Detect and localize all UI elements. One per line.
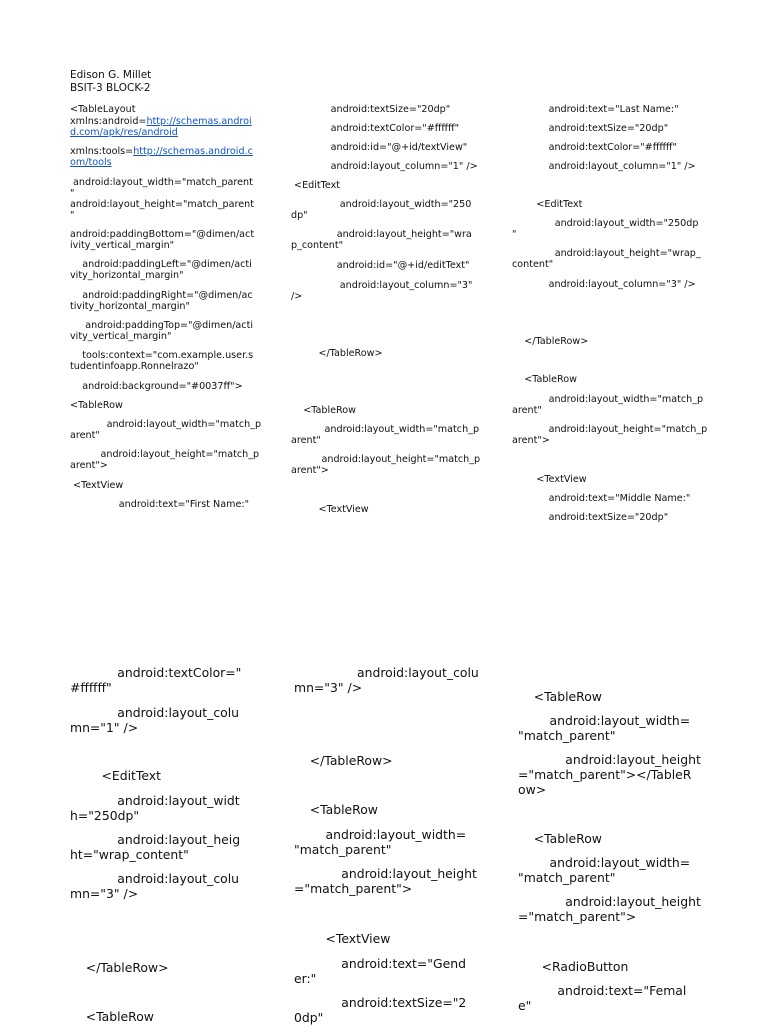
code-text: "match_parent" (518, 870, 616, 885)
schema-link[interactable]: d.com/apk/res/android (70, 127, 178, 138)
code-text: android:text="Last Name:" (512, 104, 679, 115)
code-line (70, 419, 261, 431)
code-text: android:layout_width= (518, 713, 691, 728)
code-line (291, 240, 343, 252)
code-line (70, 320, 253, 332)
code-text: arent"> (70, 460, 108, 471)
code-line (512, 474, 587, 486)
code-line (70, 847, 189, 863)
code-text: android:layout_height="wrap_ (512, 248, 701, 259)
code-text: arent" (70, 430, 100, 441)
code-line (70, 210, 74, 222)
code-text: "match_parent" (518, 728, 616, 743)
schema-link[interactable]: http://schemas.androi (146, 116, 252, 127)
code-text: android:text="Gend (294, 956, 466, 971)
code-line (294, 956, 466, 972)
code-line (294, 827, 466, 843)
code-text: " (512, 229, 517, 240)
code-line (512, 336, 588, 348)
code-line (294, 881, 412, 897)
code-line (512, 259, 553, 271)
code-text: "match_parent" (294, 842, 392, 857)
code-text: h="250dp" (70, 808, 140, 823)
code-text: ="match_parent"> (294, 881, 413, 896)
code-line (70, 188, 74, 200)
code-text: content" (512, 259, 554, 270)
code-text: p_content" (291, 240, 344, 251)
code-text: ow> (518, 782, 547, 797)
code-line (294, 680, 362, 696)
code-line (70, 350, 253, 362)
code-line (70, 229, 254, 241)
code-text: android:layout_height="match_p (291, 454, 481, 465)
code-line (70, 808, 139, 824)
code-text: android:layout_width="match_p (291, 424, 480, 435)
code-line (518, 959, 628, 975)
code-text: /> (291, 291, 303, 302)
code-line (512, 424, 707, 436)
code-text: android:layout_heig (70, 832, 241, 847)
code-text: vity_horizontal_margin" (70, 270, 184, 281)
code-line (518, 998, 531, 1014)
code-text: android:layout_width= (294, 827, 467, 842)
code-line (70, 793, 240, 809)
code-line (291, 291, 302, 303)
code-text: <TextView (512, 474, 587, 485)
code-line (291, 405, 356, 417)
code-line (70, 199, 254, 211)
code-line (291, 199, 471, 211)
code-line (294, 802, 378, 818)
code-line (70, 449, 259, 461)
author-name: Edison G. Millet (70, 69, 152, 81)
code-text: <TextView (291, 504, 369, 515)
code-text: android:paddingBottom="@dimen/act (70, 229, 255, 240)
code-line (291, 435, 321, 447)
code-text: android:layout_column="1" /> (512, 161, 696, 172)
code-line (518, 894, 701, 910)
code-text: android:layout_column="3" (291, 280, 473, 291)
code-line (291, 454, 480, 466)
code-line (512, 374, 577, 386)
code-text: </TableRow> (294, 753, 393, 768)
code-line (512, 512, 668, 524)
code-line (512, 199, 582, 211)
code-text: android:layout_width= (518, 855, 691, 870)
code-line (70, 177, 253, 189)
code-text: android:text="Femal (518, 983, 687, 998)
code-line (291, 424, 479, 436)
code-text: arent" (291, 435, 321, 446)
code-line (70, 301, 190, 313)
code-line (294, 753, 393, 769)
code-line (70, 381, 243, 393)
code-text: <RadioButton (518, 959, 629, 974)
code-text: tudentinfoapp.Ronnelrazo" (70, 361, 199, 372)
code-line (70, 361, 199, 373)
code-line (70, 480, 123, 492)
code-line (70, 104, 135, 116)
code-text: er:" (294, 971, 317, 986)
code-line (518, 752, 701, 768)
code-text: android:layout_height="match_p (70, 449, 260, 460)
code-line (291, 123, 459, 135)
code-text: 0dp" (294, 1010, 324, 1025)
code-text: android:text="Middle Name:" (512, 493, 691, 504)
code-text: vity_vertical_margin" (70, 331, 172, 342)
code-line (291, 180, 340, 192)
code-text: android:layout_width="250 (291, 199, 472, 210)
code-line (70, 886, 138, 902)
code-text: ="match_parent"></TableR (518, 767, 692, 782)
code-line (294, 931, 390, 947)
code-text: ht="wrap_content" (70, 847, 189, 862)
code-text: <EditText (70, 768, 161, 783)
code-line (512, 104, 679, 116)
code-line (512, 142, 677, 154)
code-text: <TableRow (70, 400, 123, 411)
code-line (518, 870, 615, 886)
code-text: <TableRow (512, 374, 577, 385)
code-text: <TableLayout (70, 104, 136, 115)
code-text: " (70, 188, 75, 199)
code-line (512, 123, 668, 135)
code-line (291, 104, 450, 116)
code-text: android:paddingTop="@dimen/acti (70, 320, 254, 331)
code-line (512, 493, 690, 505)
code-text: mn="3" /> (70, 886, 139, 901)
code-line (518, 767, 691, 783)
code-line (294, 866, 477, 882)
code-text: android:layout_height="match_parent (70, 199, 254, 210)
code-line (518, 713, 690, 729)
code-line (291, 229, 472, 241)
code-line (518, 689, 602, 705)
code-line (512, 218, 698, 230)
code-line (294, 842, 391, 858)
code-line (512, 394, 703, 406)
code-text: android:layout_width="match_parent (70, 177, 253, 188)
code-line (291, 210, 308, 222)
code-line (70, 270, 183, 282)
code-text: <TableRow (291, 405, 356, 416)
code-line (70, 259, 252, 271)
code-text: <TableRow (70, 1009, 154, 1024)
code-text: </TableRow> (70, 960, 169, 975)
code-text: " (70, 210, 75, 221)
code-text: arent"> (291, 465, 329, 476)
code-line (291, 142, 467, 154)
code-line (291, 280, 472, 292)
code-line (70, 331, 171, 343)
code-line (70, 832, 240, 848)
code-text: android:textSize="20dp" (512, 512, 669, 523)
code-text: android:layout_width="match_p (512, 394, 704, 405)
code-text: </TableRow> (512, 336, 589, 347)
code-text: tivity_horizontal_margin" (70, 301, 190, 312)
code-line (70, 127, 178, 139)
code-text: <TextView (70, 480, 124, 491)
code-line (70, 871, 239, 887)
code-line (518, 983, 686, 999)
code-text: <EditText (291, 180, 341, 191)
code-text: android:layout_colu (294, 665, 479, 680)
code-line (70, 720, 138, 736)
code-line (70, 290, 253, 302)
code-text: android:textColor="#ffffff" (512, 142, 677, 153)
code-line (291, 465, 329, 477)
code-text: ivity_vertical_margin" (70, 240, 175, 251)
code-line (512, 248, 701, 260)
code-line (70, 499, 249, 511)
code-text: android:layout_column="3" /> (512, 279, 696, 290)
code-text: android:layout_colu (70, 871, 240, 886)
code-text: android:id="@+id/editText" (291, 260, 470, 271)
code-line (294, 665, 479, 681)
code-text: android:layout_height (518, 752, 701, 767)
code-text: android:layout_height="wra (291, 229, 472, 240)
class-section: BSIT-3 BLOCK-2 (70, 82, 151, 94)
code-line (291, 504, 369, 516)
code-line (70, 146, 253, 158)
code-line (294, 995, 466, 1011)
code-line (291, 260, 469, 272)
code-line (518, 782, 546, 798)
code-text: ="match_parent"> (518, 909, 637, 924)
code-line (70, 430, 100, 442)
code-text: <TextView (294, 931, 391, 946)
code-text: android:text="First Name:" (70, 499, 250, 510)
code-text: android:paddingLeft="@dimen/acti (70, 259, 252, 270)
code-text: android:layout_colu (70, 705, 240, 720)
code-text: mn="1" /> (70, 720, 139, 735)
code-text: tools:context="com.example.user.s (70, 350, 254, 361)
code-text: android:layout_width="250dp (512, 218, 699, 229)
code-line (518, 855, 690, 871)
code-text: </TableRow> (291, 348, 383, 359)
code-text: android:layout_height="match_p (512, 424, 708, 435)
code-text: e" (518, 998, 532, 1013)
code-text: android:layout_width="match_p (70, 419, 262, 430)
code-text: xmlns:android= (70, 116, 147, 127)
code-line (70, 768, 161, 784)
code-text: #ffffff" (70, 680, 112, 695)
code-line (512, 405, 542, 417)
code-text: android:layout_height (294, 866, 477, 881)
code-text: android:background="#0037ff"> (70, 381, 243, 392)
code-line (512, 161, 696, 173)
code-line (70, 400, 123, 412)
code-text: xmlns:tools= (70, 146, 134, 157)
code-line (70, 705, 239, 721)
code-text: android:layout_column="1" /> (291, 161, 478, 172)
code-text: android:id="@+id/textView" (291, 142, 468, 153)
schema-link[interactable]: om/tools (70, 157, 112, 168)
code-text: dp" (291, 210, 308, 221)
code-line (512, 435, 550, 447)
code-text: android:textSize="20dp" (512, 123, 669, 134)
code-line (70, 665, 241, 681)
code-line (518, 909, 636, 925)
code-text: android:textSize="20dp" (291, 104, 451, 115)
code-line (70, 460, 108, 472)
code-text: android:textSize="2 (294, 995, 467, 1010)
code-line (518, 831, 602, 847)
code-text: android:layout_widt (70, 793, 240, 808)
code-line (512, 279, 696, 291)
code-line (70, 157, 112, 169)
code-text: android:paddingRight="@dimen/ac (70, 290, 253, 301)
code-text: <TableRow (294, 802, 378, 817)
code-line (70, 960, 169, 976)
code-line (70, 116, 252, 128)
code-text: arent"> (512, 435, 550, 446)
code-text: android:textColor="#ffffff" (291, 123, 459, 134)
code-text: android:textColor=" (70, 665, 242, 680)
code-line (70, 1009, 154, 1025)
code-line (291, 161, 478, 173)
code-text: <EditText (512, 199, 583, 210)
code-text: arent" (512, 405, 542, 416)
code-text: android:layout_height (518, 894, 701, 909)
code-text: <TableRow (518, 689, 602, 704)
code-line (70, 680, 112, 696)
code-line (518, 728, 615, 744)
schema-link[interactable]: http://schemas.android.c (133, 146, 253, 157)
code-line (512, 229, 516, 241)
code-line (294, 971, 316, 987)
code-line (291, 348, 383, 360)
code-text: <TableRow (518, 831, 602, 846)
code-text: mn="3" /> (294, 680, 363, 695)
code-line (70, 240, 174, 252)
